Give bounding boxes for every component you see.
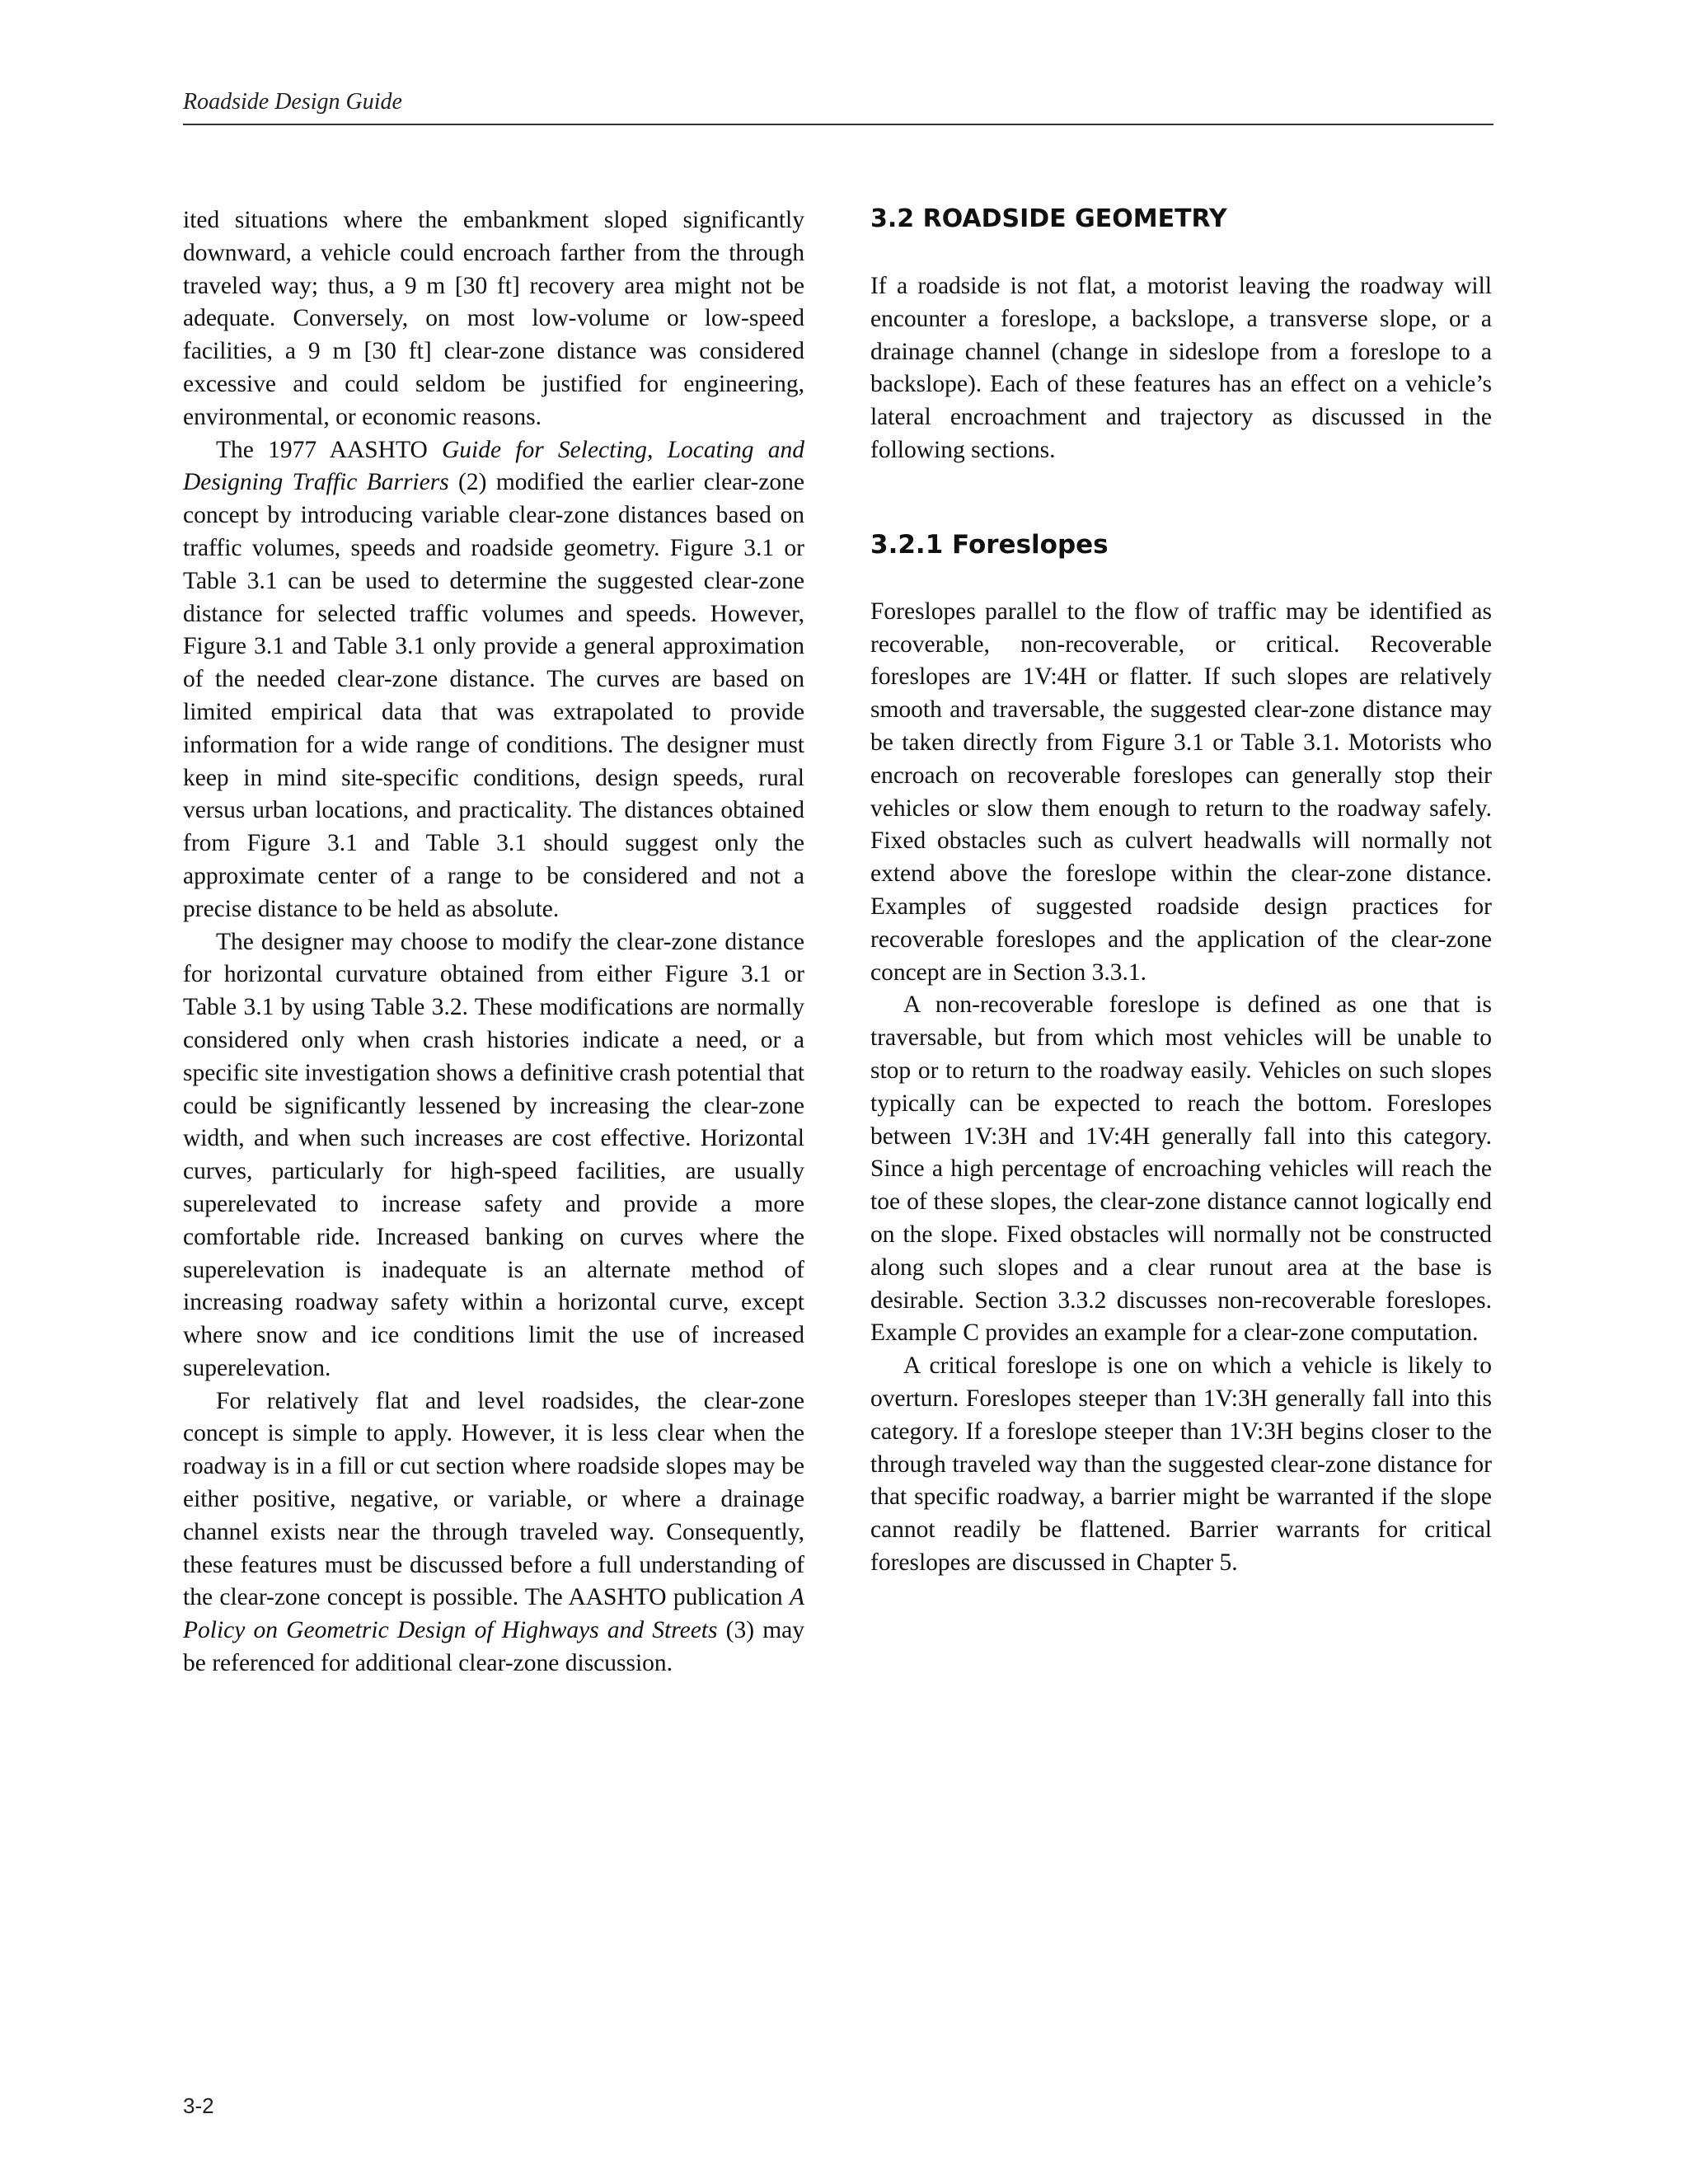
left-paragraph-4 [183,1385,804,1680]
citation-title-policy: A Policy on Geometric Design of Highways and Streets [183,1584,804,1644]
left-paragraph-4-text-a: For relatively flat and level roadsides, the clear-zone concept is simple to apply. However, it is less clear when the roadway is in a fill or cut section where roadside slopes may be either positive, negative, or variable, or where a drainage channel exists near the through traveled way. Consequently, these features must be discussed before a full understanding of the clear-zone concept is possible. The AASHTO publication [183,1387,804,1611]
section-paragraph-1: If a roadside is not flat, a motorist leaving the roadway will encounter a foreslope, a backslope, a transverse slope, or a drainage channel (change in sideslope from a foreslope to a backslope). Each of these features has an effect on a vehicle’s lateral encroachment and trajectory as discussed in the following sections. [870,273,1492,463]
subsection-paragraph-2: A non-recoverable foreslope is defined as one that is traversable, but from which most vehicles will be unable to stop or to return to the roadway easily. Vehicles on such slopes typically can be expected to reach the bottom. Foreslopes between 1V:3H and 1V:4H generally fall into this category. Since a high percentage of encroaching vehicles will reach the toe of these slopes, the clear-zone distance cannot logically end on the slope. Fixed obstacles will normally not be constructed along such slopes and a clear runout area at the base is desirable. Section 3.3.2 discusses non-recoverable foreslopes. Example C provides an example for a clear-zone computation. [870,991,1492,1347]
right-column [870,198,1492,1580]
citation-title-guide: Guide for Selecting, Locating and Designing Traffic Barriers [183,436,804,496]
left-paragraph-2 [183,434,804,926]
left-column [183,204,804,1680]
page-number: 3-2 [183,2093,214,2118]
left-paragraph-3: The designer may choose to modify the clear-zone distance for horizontal curvature obtained from either Figure 3.1 or Table 3.1 by using Table 3.2. These modifications are normally considered only when crash histories indicate a need, or a specific site investigation shows a definitive crash potential that could be significantly lessened by increasing the clear-zone width, and when such increases are cost effective. Horizontal curves, particularly for high-speed facilities, are usually superelevated to increase safety and provide a more comfortable ride. Increased banking on curves where the superelevation is inadequate is an alternate method of increasing roadway safety within a horizontal curve, except where snow and ice conditions limit the use of increased superelevation. [183,928,804,1381]
subsection-paragraph-3: A critical foreslope is one on which a vehicle is likely to overturn. Foreslopes steeper than 1V:3H generally fall into this category. If a foreslope steeper than 1V:3H begins closer to the through traveled way than the suggested clear-zone distance for that specific roadway, a barrier might be warranted if the slope cannot readily be flattened. Barrier warrants for critical foreslopes are discussed in Chapter 5. [870,1352,1492,1576]
section-heading: 3.2 ROADSIDE GEOMETRY [870,204,1227,233]
left-paragraph-4-text-b: (3) may be referenced for additional clear-zone discussion. [183,1617,805,1677]
subsection-paragraph-1: Foreslopes parallel to the flow of traffic may be identified as recoverable, non-recoverable, or critical. Recoverable foreslopes are 1V:4H or flatter. If such slopes are relatively smooth and traversable, the suggested clear-zone distance may be taken directly from Figure 3.1 or Table 3.1. Motorists who encroach on recoverable foreslopes can generally stop their vehicles or slow them enough to return to the roadway safely. Fixed obstacles such as culvert headwalls will normally not extend above the foreslope within the clear-zone distance. Examples of suggested roadside design practices for recoverable foreslopes and the application of the clear-zone concept are in Section 3.3.1. [870,598,1492,986]
left-paragraph-2-text-b: (2) modified the earlier clear-zone concept by introducing variable clear-zone distances based on traffic volumes, speeds and roadside geometry. Figure 3.1 or Table 3.1 can be used to determine the suggested clear-zone distance for selected traffic volumes and speeds. However, Figure 3.1 and Table 3.1 only provide a general approximation of the needed clear-zone distance. The curves are based on limited empirical data that was extrapolated to provide information for a wide range of conditions. The designer must keep in mind site-specific conditions, design speeds, rural versus urban locations, and practicality. The distances obtained from Figure 3.1 and Table 3.1 should suggest only the approximate center of a range to be considered and not a precise distance to be held as absolute. [183,469,805,922]
left-paragraph-1: ited situations where the embankment sloped significantly downward, a vehicle could encroach farther from the through traveled way; thus, a 9 m [30 ft] recovery area might not be adequate. Conversely, on most low-volume or low-speed facilities, a 9 m [30 ft] clear-zone distance was considered excessive and could seldom be justified for engineering, environmental, or economic reasons. [183,207,804,430]
header-rule [183,124,1493,125]
running-head: Roadside Design Guide [183,89,402,115]
subsection-heading: 3.2.1 Foreslopes [870,529,1109,560]
left-paragraph-2-text-a: The 1977 AASHTO [216,436,442,463]
